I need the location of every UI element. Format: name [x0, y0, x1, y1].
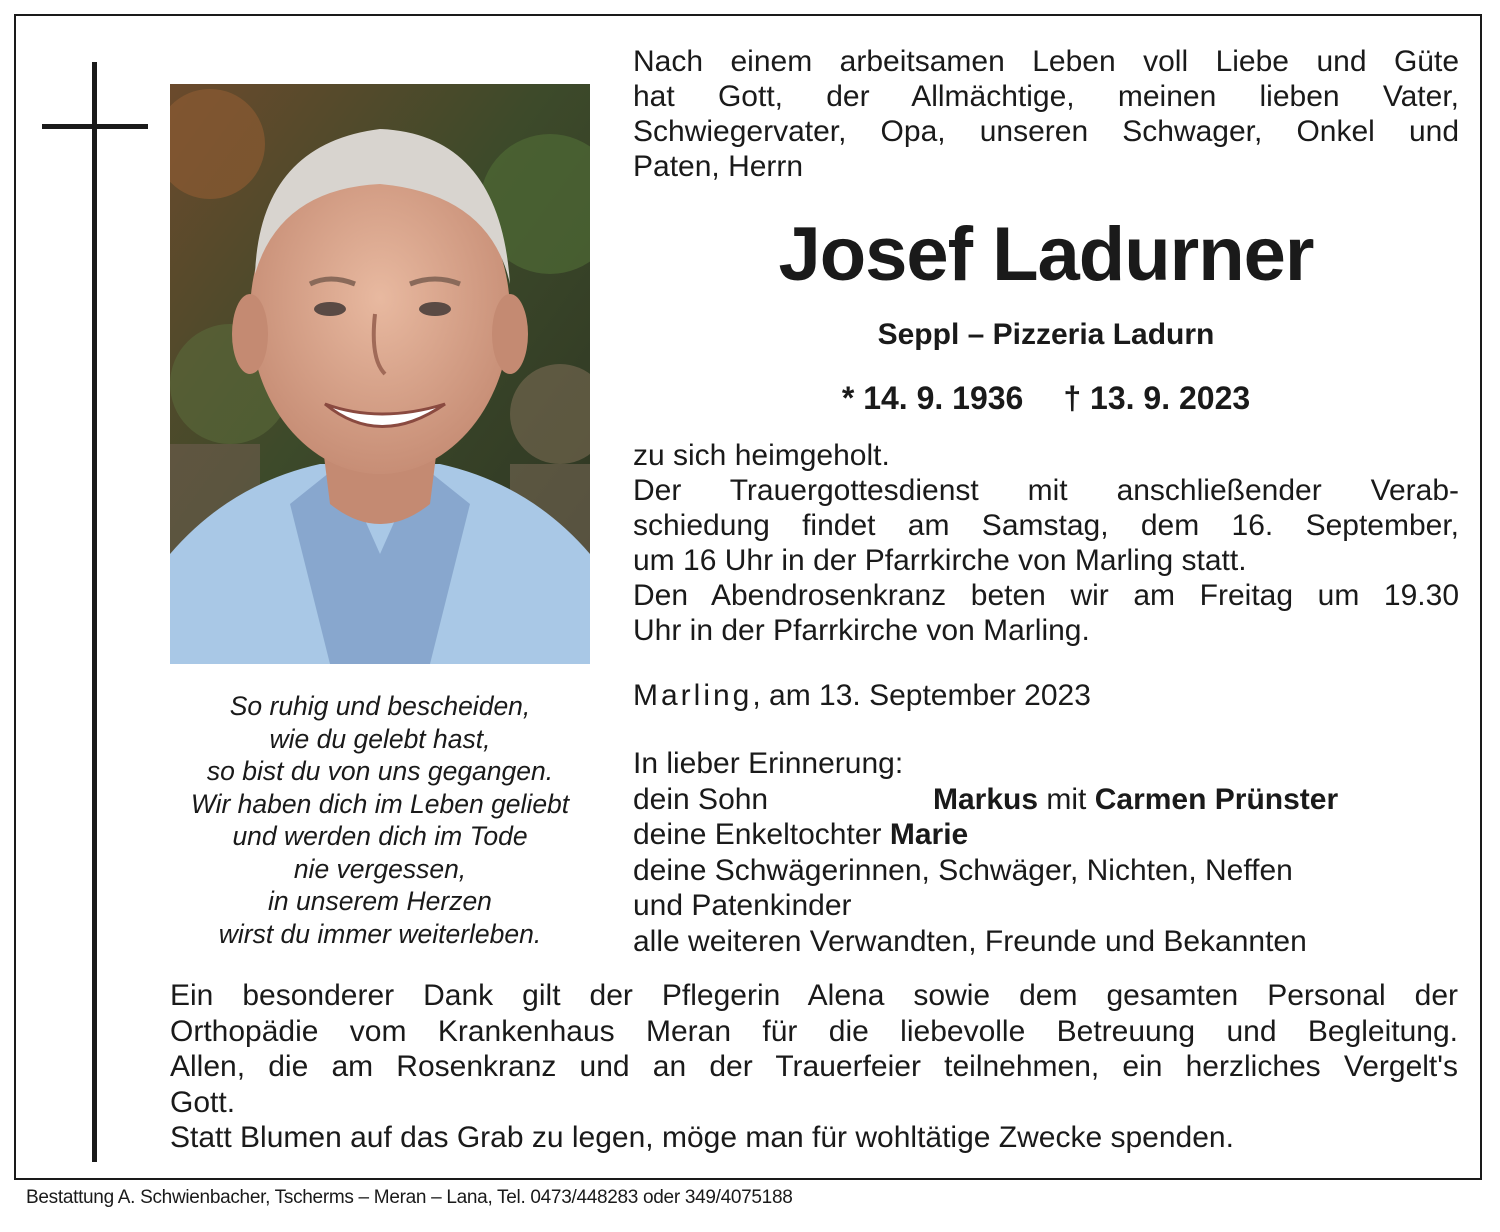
- place-date: [633, 678, 1091, 714]
- service-line: Der Trauergottesdienst mit anschließender Verab-: [633, 474, 1459, 507]
- intro-text: [633, 44, 1459, 184]
- thanks-line: Ein besonderer Dank gilt der Pflegerin Alena sowie dem gesamten Personal der: [170, 979, 1458, 1012]
- poem-line: in unserem Herzen: [268, 886, 492, 916]
- mourner-son: [633, 782, 1459, 818]
- poem-line: wie du gelebt hast,: [269, 723, 491, 754]
- service-line: um 16 Uhr in der Pfarrkirche von Marling statt.: [633, 544, 1247, 577]
- connector-text: mit: [1038, 782, 1095, 816]
- death-date: † 13. 9. 2023: [1063, 380, 1251, 416]
- deceased-name: Josef Ladurner: [778, 212, 1314, 297]
- thanks-line: Allen, die am Rosenkranz und an der Trauerfeier teilnehmen, ein herzliches Vergelt's: [170, 1050, 1458, 1083]
- poem-line: und werden dich im Tode: [232, 821, 528, 851]
- intro-line: Nach einem arbeitsamen Leben voll Liebe und Güte: [633, 45, 1459, 78]
- poem-line: wirst du immer weiterleben.: [218, 918, 542, 949]
- mourner-line: deine Schwägerinnen, Schwäger, Nichten, Neffen: [633, 853, 1293, 887]
- service-line: schiedung findet am Samstag, dem 16. September,: [633, 509, 1459, 542]
- mourner-line: und Patenkinder: [633, 889, 852, 922]
- thanks-line: Statt Blumen auf das Grab zu legen, möge man für wohltätige Zwecke spenden.: [170, 1121, 1234, 1154]
- thanks-line: Orthopädie vom Krankenhaus Meran für die liebevolle Betreuung und Begleitung.: [170, 1014, 1458, 1048]
- intro-line: hat Gott, der Allmächtige, meinen lieben Vater,: [633, 80, 1459, 113]
- poem: [150, 690, 610, 950]
- place-date-text: , am 13. September 2023: [752, 679, 1091, 712]
- mourner-name: Markus: [933, 782, 1039, 816]
- service-line: zu sich heimgeholt.: [633, 439, 890, 472]
- poem-line: so bist du von uns gegangen.: [206, 756, 554, 786]
- mourner-name: Carmen Prünster: [1094, 782, 1339, 816]
- mourners-heading: In lieber Erinnerung:: [633, 747, 904, 780]
- thanks-text: [170, 978, 1458, 1156]
- poem-line: Wir haben dich im Leben geliebt: [190, 788, 570, 819]
- life-dates: [633, 378, 1459, 418]
- poem-line: So ruhig und bescheiden,: [229, 691, 531, 721]
- deceased-nickname: Seppl – Pizzeria Ladurn: [877, 318, 1215, 351]
- poem-line: nie vergessen,: [293, 853, 467, 884]
- mourner-name: Marie: [889, 818, 969, 851]
- funeral-home-footer: Bestattung A. Schwienbacher, Tscherms – Meran – Lana, Tel. 0473/448283 oder 349/4075188: [26, 1187, 793, 1208]
- place-town: Marling: [633, 679, 753, 712]
- cross-vertical-bar: [92, 62, 97, 1162]
- mourners-list: [633, 746, 1459, 959]
- portrait-photo: [170, 84, 590, 664]
- mourner-line: alle weiteren Verwandten, Freunde und Bekannten: [633, 924, 1307, 958]
- mourner-granddaughter: [633, 817, 1459, 853]
- relation-label: deine Enkeltochter: [633, 818, 890, 851]
- thanks-line: Gott.: [170, 1085, 236, 1119]
- birth-date: * 14. 9. 1936: [841, 380, 1024, 416]
- cross-horizontal-bar: [42, 124, 148, 129]
- service-line: Uhr in der Pfarrkirche von Marling.: [633, 614, 1090, 647]
- service-text: [633, 438, 1459, 648]
- relation-label: dein Sohn: [633, 782, 769, 816]
- service-line: Den Abendrosenkranz beten wir am Freitag um 19.30: [633, 579, 1459, 612]
- intro-line: Schwiegervater, Opa, unseren Schwager, Onkel und: [633, 115, 1459, 148]
- intro-line: Paten, Herrn: [633, 150, 804, 183]
